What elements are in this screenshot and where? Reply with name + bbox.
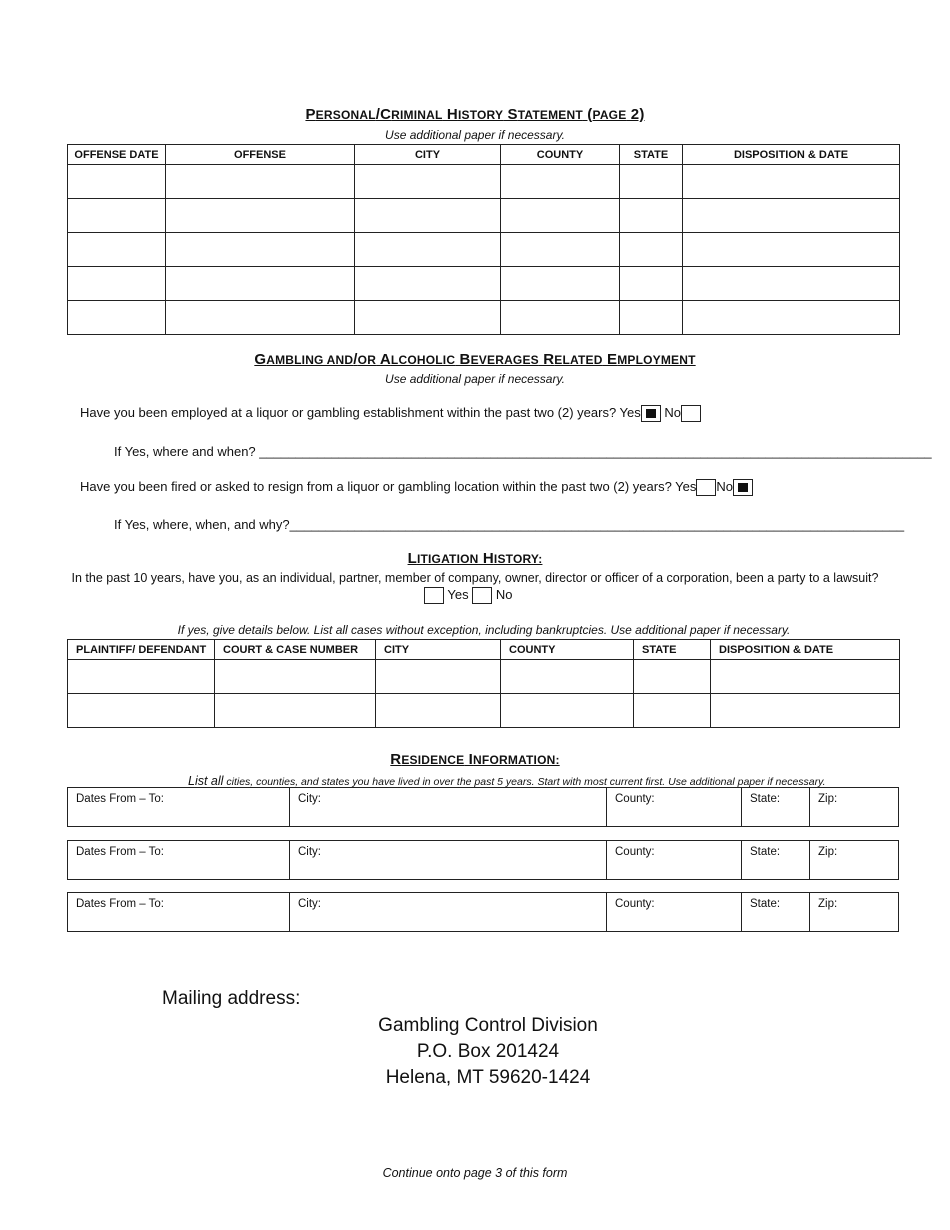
column-header: COUNTY [501,640,634,660]
table-cell[interactable] [215,694,376,728]
table-cell[interactable] [68,301,166,335]
zip-field[interactable]: Zip: [818,793,838,805]
column-header: DISPOSITION & DATE [683,145,900,165]
termination-no-label: No [716,479,734,494]
table-cell[interactable] [620,267,683,301]
lawsuit-answer-group [424,587,512,604]
table-cell[interactable] [620,301,683,335]
lawsuit-question: In the past 10 years, have you, as an individual, partner, member of company, owner, director or officer of a corporation, been a party to a lawsuit? [71,571,879,585]
page-footer: Continue onto page 3 of this form [382,1166,568,1180]
table-cell[interactable] [166,165,355,199]
table-cell[interactable] [355,199,501,233]
lawsuit-no-label: No [495,587,513,602]
table-cell[interactable] [683,233,900,267]
state-field[interactable]: State: [742,841,810,879]
table-cell[interactable] [683,165,900,199]
table-cell[interactable] [68,694,215,728]
employment-question [80,405,701,422]
residence-note: List all cities, counties, and states you have lived in over the past 5 years. Start with most current first. Use additional paper if necessary. [188,774,826,788]
termination-question [80,479,753,496]
table-cell[interactable] [501,301,620,335]
table-cell[interactable] [68,267,166,301]
criminal-history-title: PERSONAL/CRIMINAL HISTORY STATEMENT (PAGE 2) [305,106,645,123]
dates-field[interactable]: Dates From – To: [68,788,290,826]
county-field[interactable]: County: [607,788,742,826]
table-cell[interactable] [68,199,166,233]
table-cell[interactable] [376,660,501,694]
mailing-address-line: Helena, MT 59620-1424 [385,1067,591,1088]
table-cell[interactable] [634,660,711,694]
column-header: OFFENSE DATE [68,145,166,165]
column-header: DISPOSITION & DATE [711,640,900,660]
dates-field[interactable]: Dates From – To: [68,841,290,879]
table-cell[interactable] [166,199,355,233]
table-cell[interactable] [711,660,900,694]
table-row [68,694,900,728]
dates-field[interactable]: Dates From – To: [68,893,290,931]
city-field[interactable]: City: [290,893,607,931]
table-cell[interactable] [620,165,683,199]
zip-field[interactable]: Zip: [818,898,838,910]
table-cell[interactable] [166,233,355,267]
litigation-note: If yes, give details below. List all cases without exception, including bankruptcies. Use additional paper if necessary. [177,623,791,637]
residence-row [67,892,899,932]
city-field[interactable]: City: [290,788,607,826]
employment-question-text: Have you been employed at a liquor or gambling establishment within the past two (2) years? Yes [80,405,641,420]
column-header: COUNTY [501,145,620,165]
table-cell[interactable] [68,660,215,694]
table-cell[interactable] [355,267,501,301]
mailing-address-label: Mailing address: [162,988,301,1009]
table-cell[interactable] [634,694,711,728]
column-header: CITY [376,640,501,660]
table-cell[interactable] [501,660,634,694]
gambling-employment-note: Use additional paper if necessary. [385,372,565,386]
termination-question-text: Have you been fired or asked to resign from a liquor or gambling location within the past two (2) years? Yes [80,479,697,494]
residence-row [67,840,899,880]
column-header: STATE [634,640,711,660]
table-row [68,301,900,335]
table-row [68,165,900,199]
county-field[interactable]: County: [607,893,742,931]
table-cell[interactable] [166,301,355,335]
table-row [68,267,900,301]
mailing-address-line: Gambling Control Division [378,1015,598,1036]
table-cell[interactable] [683,199,900,233]
mailing-address-line: P.O. Box 201424 [416,1041,560,1062]
zip-field[interactable]: Zip: [818,846,838,858]
table-cell[interactable] [355,165,501,199]
city-field[interactable]: City: [290,841,607,879]
county-field[interactable]: County: [607,841,742,879]
table-cell[interactable] [355,233,501,267]
termination-followup-field[interactable]: If Yes, where, when, and why?_____________________________________________________________________________________ [114,517,905,532]
table-cell[interactable] [501,694,634,728]
lawsuit-yes-label: Yes [447,587,469,602]
termination-yes-checkbox[interactable] [696,479,716,496]
table-cell[interactable] [376,694,501,728]
table-row [68,660,900,694]
table-cell[interactable] [683,301,900,335]
state-field[interactable]: State: [742,788,810,826]
column-header: COURT & CASE NUMBER [215,640,376,660]
table-cell[interactable] [683,267,900,301]
table-cell[interactable] [501,199,620,233]
table-cell[interactable] [355,301,501,335]
litigation-table [67,639,900,728]
table-cell[interactable] [501,165,620,199]
employment-no-label: No [664,405,682,420]
table-cell[interactable] [501,267,620,301]
termination-no-checkbox[interactable] [733,479,753,496]
table-cell[interactable] [711,694,900,728]
table-cell[interactable] [166,267,355,301]
table-cell[interactable] [501,233,620,267]
state-field[interactable]: State: [742,893,810,931]
residence-information-title: RESIDENCE INFORMATION: [390,751,560,768]
table-cell[interactable] [68,165,166,199]
employment-followup-field[interactable]: If Yes, where and when? _____________________________________________________________________________________________ [114,444,932,459]
lawsuit-yes-checkbox[interactable] [424,587,444,604]
lawsuit-no-checkbox[interactable] [472,587,492,604]
column-header: PLAINTIFF/ DEFENDANT [68,640,215,660]
criminal-history-note: Use additional paper if necessary. [385,128,565,142]
employment-yes-checkbox[interactable] [641,405,661,422]
gambling-employment-title: GAMBLING AND/OR ALCOHOLIC BEVERAGES RELATED EMPLOYMENT [254,351,696,368]
table-cell[interactable] [620,199,683,233]
litigation-history-title: LITIGATION HISTORY: [407,550,543,567]
table-cell[interactable] [68,233,166,267]
table-cell[interactable] [215,660,376,694]
residence-row [67,787,899,827]
column-header: STATE [620,145,683,165]
table-row [68,199,900,233]
column-header: OFFENSE [166,145,355,165]
table-cell[interactable] [620,233,683,267]
table-row [68,233,900,267]
column-header: CITY [355,145,501,165]
employment-no-checkbox[interactable] [681,405,701,422]
criminal-history-table [67,144,900,335]
